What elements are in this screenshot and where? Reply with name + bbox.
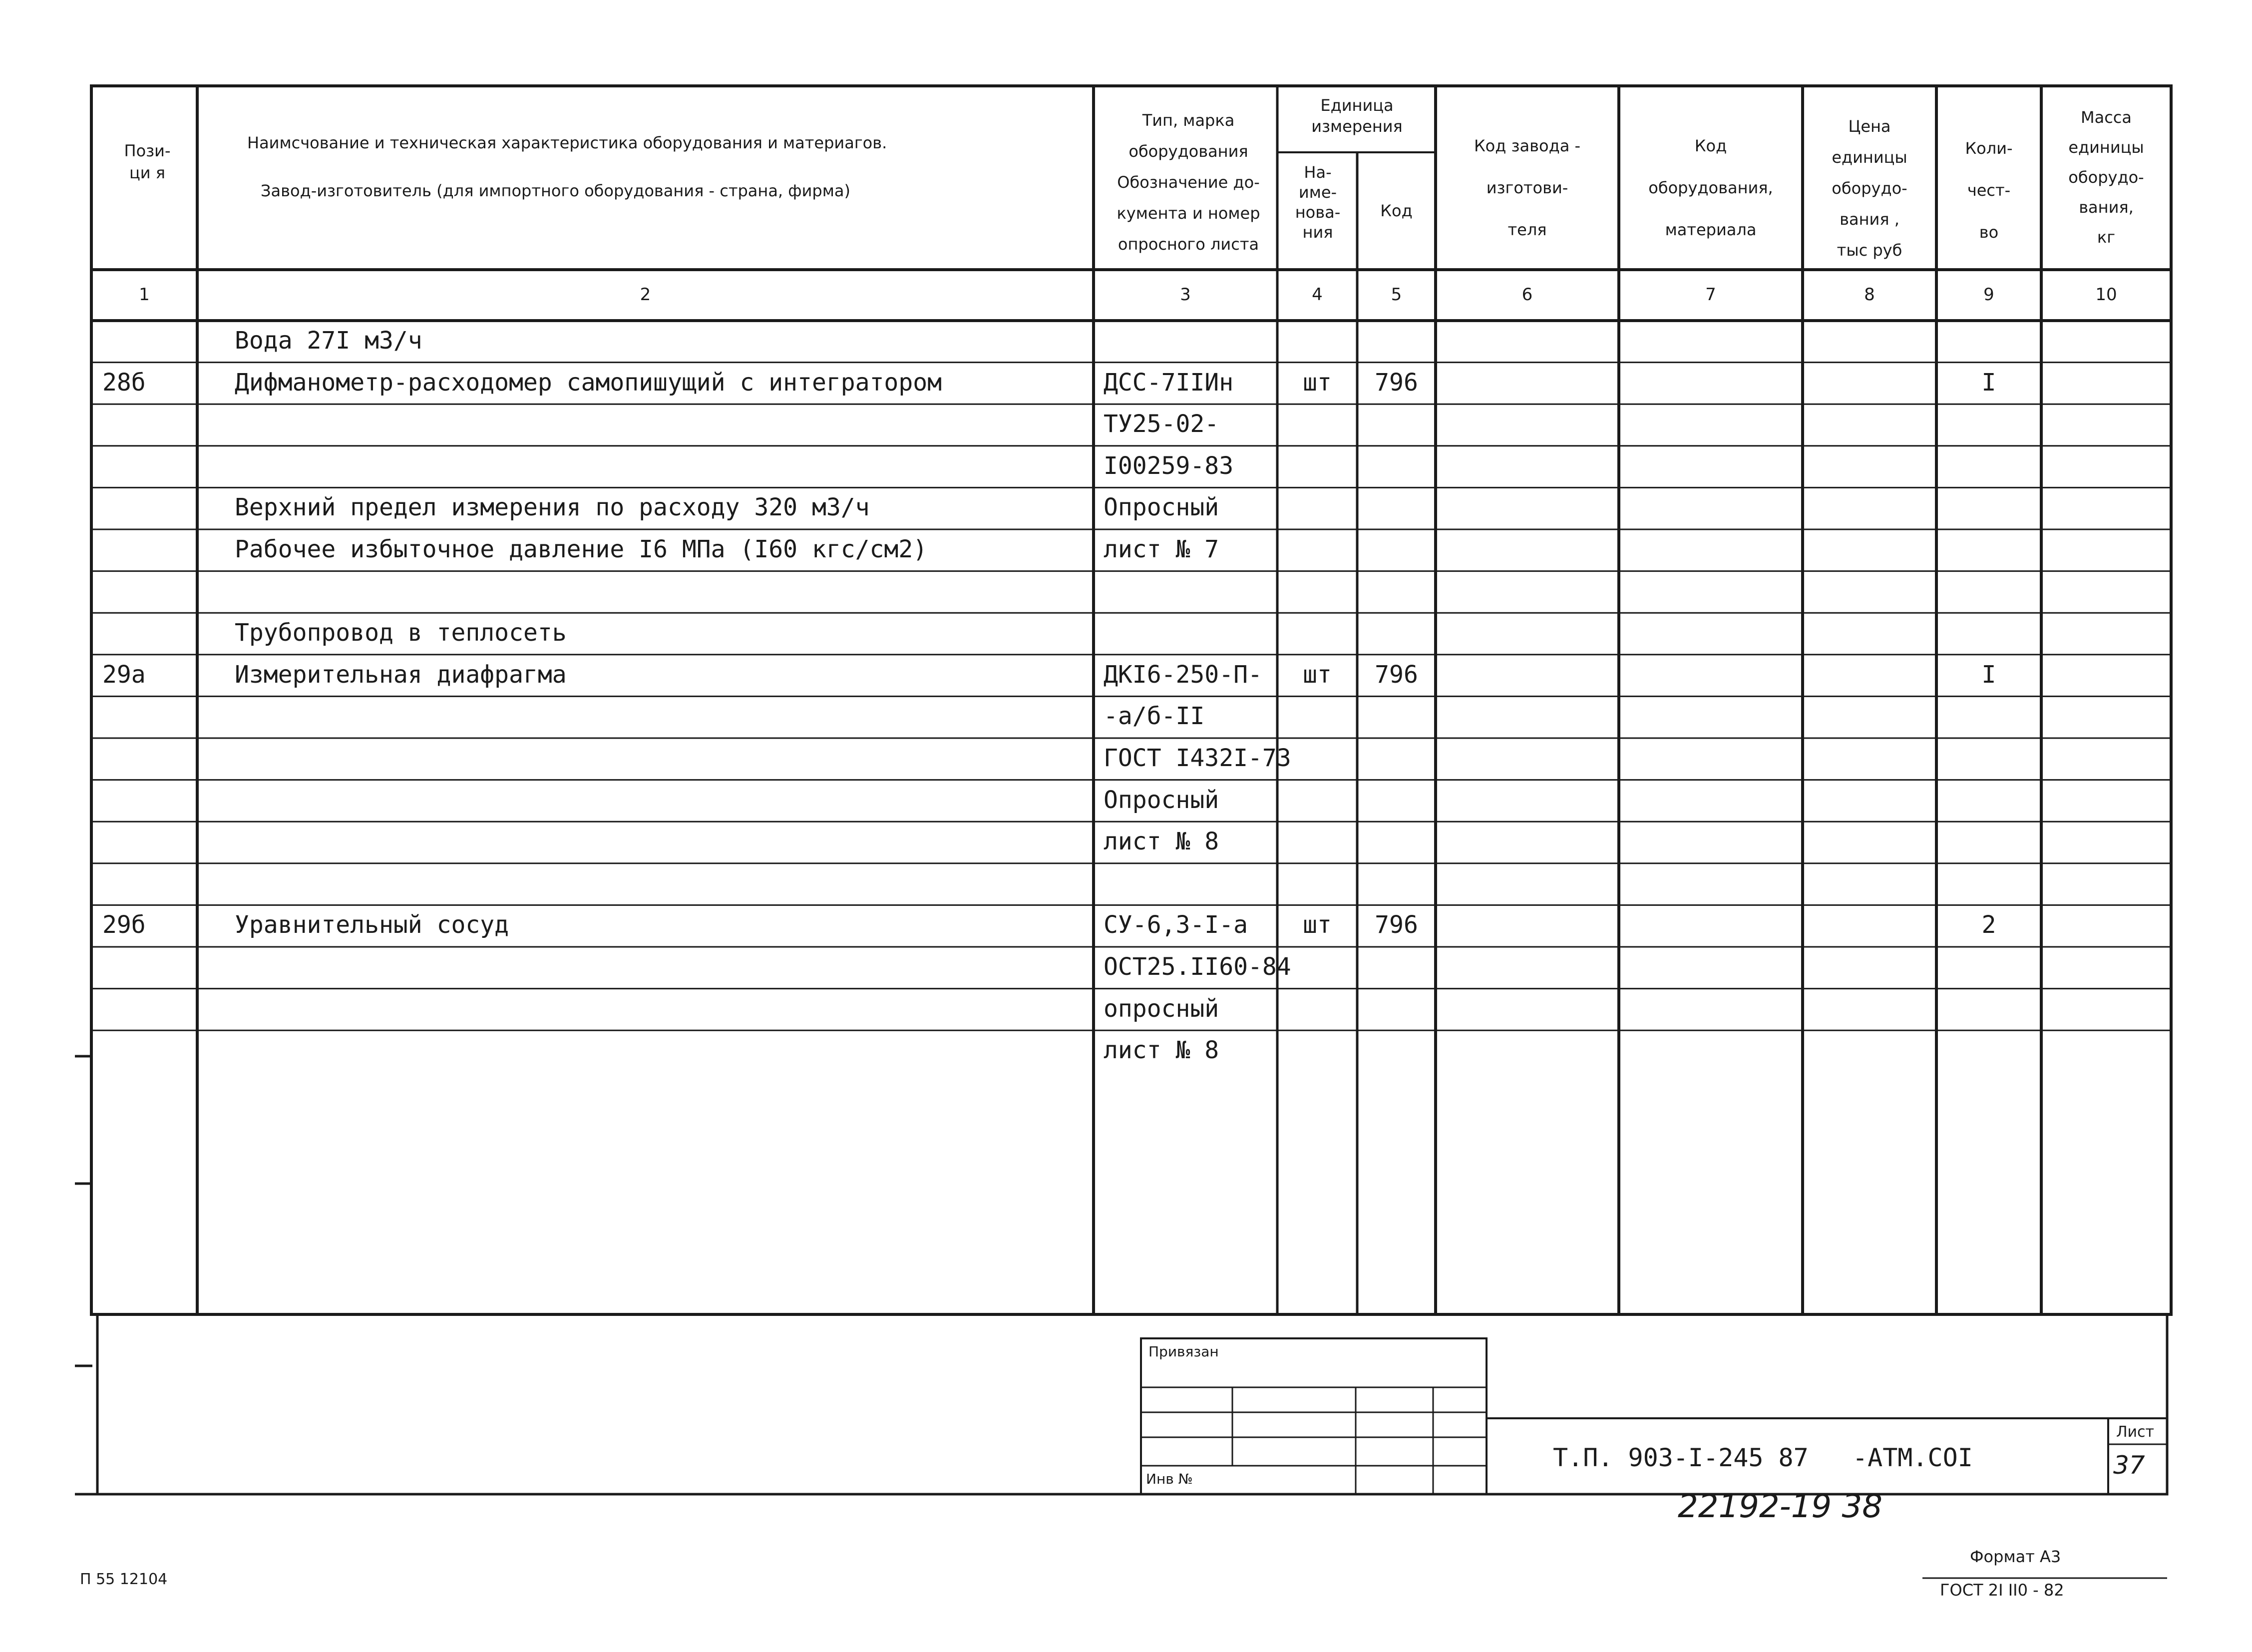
header-type: Тип, марка оборудования Обозначение до- кумента и номер опросного листа xyxy=(1117,111,1260,254)
colnum-3: 3 xyxy=(1180,285,1191,305)
row-name: Дифманометр-расходомер самопишущий с интегратором xyxy=(235,368,942,397)
row-type: -а/б-II xyxy=(1104,702,1205,731)
doc-suffix: -АТМ.СОI xyxy=(1853,1443,1973,1472)
row-type: ДКI6-250-П- xyxy=(1104,660,1262,689)
row-unit-code: 796 xyxy=(1375,911,1418,939)
row-unit: шт xyxy=(1303,911,1332,939)
row-unit: шт xyxy=(1303,660,1332,689)
row-unit-code: 796 xyxy=(1375,660,1418,689)
header-unit-name: На- име- нова- ния xyxy=(1295,163,1341,242)
footer-format: Формат А3 xyxy=(1970,1547,2061,1566)
row-type: ТУ25-02- xyxy=(1104,410,1219,438)
row-type: I00259-83 xyxy=(1104,451,1234,480)
row-name: Трубопровод в теплосеть xyxy=(235,619,567,647)
footer-gost: ГОСТ 2I II0 - 82 xyxy=(1940,1581,2064,1600)
footer-left-code: П 55 12104 xyxy=(80,1571,168,1588)
stamp-privyazan: Привязан xyxy=(1148,1343,1219,1360)
sheet-label: Лист xyxy=(2116,1423,2155,1441)
row-type: ГОСТ I432I-73 xyxy=(1104,744,1291,772)
row-quantity: I xyxy=(1981,660,1996,689)
header-equipment-code: Код оборудования, материала xyxy=(1648,136,1773,239)
sheet-number: 37 xyxy=(2113,1451,2145,1480)
row-position: 28б xyxy=(102,368,146,397)
row-quantity: I xyxy=(1981,368,1996,397)
row-type: Опросный xyxy=(1104,493,1219,522)
row-position: 29а xyxy=(102,660,146,689)
row-position: 29б xyxy=(102,911,146,939)
row-type: ДСС-7IIИн xyxy=(1104,368,1234,397)
row-name: Измерительная диафрагма xyxy=(235,660,567,689)
colnum-10: 10 xyxy=(2095,285,2117,305)
colnum-8: 8 xyxy=(1864,285,1875,305)
row-type: лист № 7 xyxy=(1104,535,1219,563)
row-type: Опросный xyxy=(1104,786,1219,814)
colnum-7: 7 xyxy=(1705,285,1716,305)
header-name-line2: Завод-изготовитель (для импортного оборудования - страна, фирма) xyxy=(261,181,850,200)
row-name: Рабочее избыточное давление I6 МПа (I60 кгс/см2) xyxy=(235,535,928,563)
row-type: СУ-6,3-I-а xyxy=(1104,911,1248,939)
row-unit: шт xyxy=(1303,368,1332,397)
colnum-5: 5 xyxy=(1391,285,1402,305)
row-type: ОСТ25.II60-84 xyxy=(1104,953,1291,981)
handwritten-number: 22192-19 38 xyxy=(1678,1488,1882,1525)
header-factory-code: Код завода - изготови- теля xyxy=(1474,136,1581,239)
row-quantity: 2 xyxy=(1981,911,1996,939)
header-position: Пози- ци я xyxy=(124,141,171,182)
row-type: лист № 8 xyxy=(1104,1036,1219,1065)
colnum-4: 4 xyxy=(1312,285,1323,305)
header-mass: Масса единицы оборудо- вания, кг xyxy=(2068,108,2144,247)
row-name: Вода 27I м3/ч xyxy=(235,327,422,355)
colnum-1: 1 xyxy=(139,285,150,305)
header-unit-code: Код xyxy=(1380,201,1413,220)
row-unit-code: 796 xyxy=(1375,368,1418,397)
colnum-2: 2 xyxy=(640,285,651,305)
header-unit-group: Единица измерения xyxy=(1311,96,1403,136)
row-type: лист № 8 xyxy=(1104,827,1219,856)
stamp-inv-no: Инв № xyxy=(1146,1471,1193,1487)
doc-code: Т.П. 903-I-245 87 xyxy=(1553,1443,1809,1472)
header-price: Цена единицы оборудо- вания , тыс руб xyxy=(1832,117,1907,260)
colnum-6: 6 xyxy=(1521,285,1533,305)
row-name: Уравнительный сосуд xyxy=(235,911,509,939)
header-quantity: Коли- чест- во xyxy=(1965,139,2013,242)
row-type: опросный xyxy=(1104,994,1219,1023)
row-name: Верхний предел измерения по расходу 320 м3/ч xyxy=(235,493,870,522)
header-name-line1: Наимсчование и техническая характеристика оборудования и материагов. xyxy=(247,133,887,152)
colnum-9: 9 xyxy=(1983,285,1994,305)
